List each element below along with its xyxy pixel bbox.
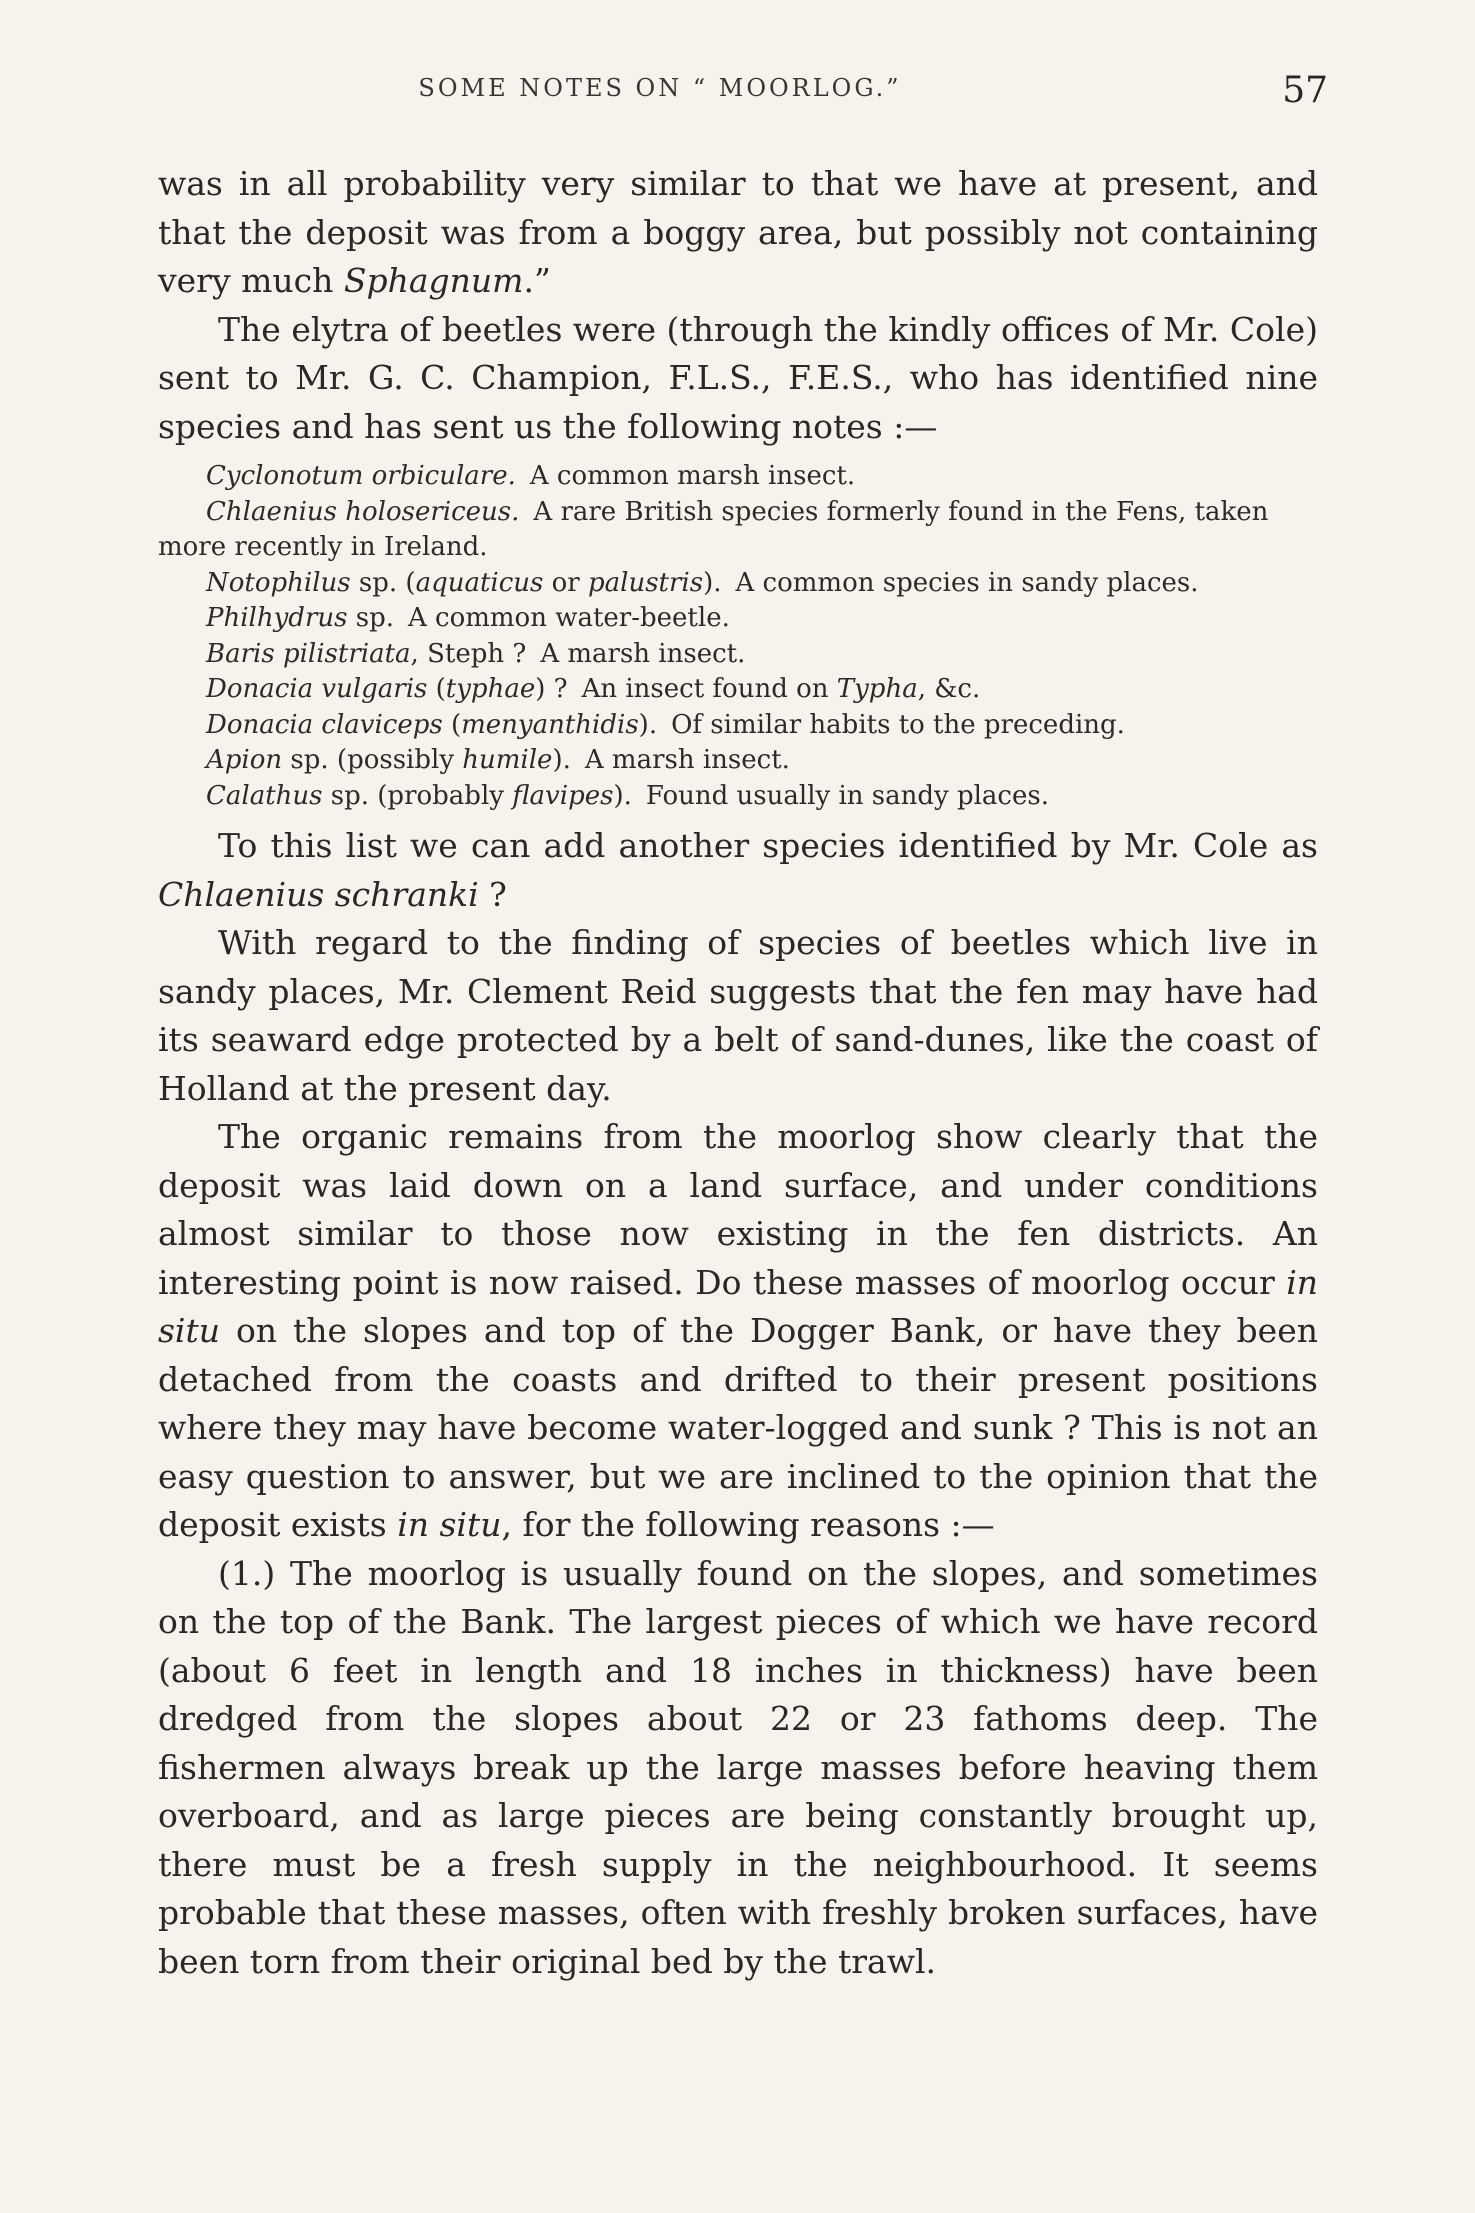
species-note-part: sp. ( (350, 567, 416, 598)
paragraph-6: (1.) The moorlog is usually found on the slopes, and sometimes on the top of the Bank. The largest pieces of which we have record (about 6 feet in length and 18 inches in thickness) have been dredged from the slopes about 22 or 23 fathoms deep. The fishermen always break up the large masses before heaving them overboard, and as large pieces are being constantly brought up, there must be a fresh supply in the neighbourhood. It seems probable that these masses, often with freshly broken surfaces, have been torn from their original bed by the trawl. (158, 1553, 1318, 1981)
paragraph-3-italic: Chlaenius schranki (158, 874, 479, 914)
species-note-text: , &c. (917, 674, 981, 704)
species-note-1 (158, 459, 1318, 495)
species-name-alt: palustris (588, 567, 704, 598)
species-note-part: ). (703, 567, 722, 598)
running-title: SOME NOTES ON “ MOORLOG.” (418, 74, 902, 102)
species-note-text: A common species in sandy places. (735, 567, 1199, 598)
species-note-part: ) ? (535, 674, 568, 704)
species-name-alt: humile (462, 745, 553, 775)
paragraph-1-text: was in all probability very similar to that we have at present, and that the deposit was from a boggy area, but possibly not containing very much (158, 164, 1318, 300)
species-note-part: ( (442, 709, 462, 740)
species-note-6 (158, 672, 1318, 708)
species-note-part: ). (638, 709, 658, 740)
species-name: Notophilus (206, 567, 351, 598)
paragraph-5-text: , for the following reasons :— (501, 1505, 995, 1544)
species-name: Donacia vulgaris (206, 674, 428, 704)
species-note-text: A marsh insect. (540, 638, 746, 669)
species-note-4 (158, 601, 1318, 637)
species-note-8 (158, 743, 1318, 779)
species-note-part: ( (427, 674, 446, 704)
species-note-text: Of similar habits to the preceding. (671, 709, 1125, 740)
species-note-part: sp. (possibly (282, 745, 463, 775)
species-name: Apion (206, 745, 283, 775)
paragraph-5-italic: in situ (397, 1505, 502, 1544)
species-notes (158, 459, 1318, 814)
species-note-7 (158, 708, 1318, 744)
species-name-alt: typhae (445, 674, 536, 704)
species-name: Chlaenius holosericeus. (206, 496, 520, 527)
species-note-text: Found usually in sandy places. (645, 780, 1049, 811)
species-note-italic: Typha (836, 674, 918, 704)
species-note-text: A marsh insect. (584, 745, 790, 775)
species-note-text: An insect found on (581, 674, 837, 704)
paragraph-3 (158, 822, 1318, 919)
species-note-5 (158, 637, 1318, 673)
paragraph-5-text: on the slopes and top of the Dogger Bank, or have they been detached from the coasts and drifted to their present positions where they may have become water-logged and sunk ? This is not an easy question to answer, but we are inclined to the opinion that the deposit exists (158, 1311, 1318, 1544)
paragraph-1 (158, 160, 1318, 306)
species-name: Donacia claviceps (206, 709, 443, 740)
paragraph-5-italic: in situ (158, 1262, 1318, 1350)
paragraph-1-tail: .” (523, 261, 551, 300)
paragraph-2: The elytra of beetles were (through the kindly offices of Mr. Cole) sent to Mr. G. C. Champion, F.L.S., F.E.S., who has identified nine species and has sent us the following notes :— (158, 309, 1318, 446)
species-note-part: ). (613, 780, 632, 811)
species-note-text: A common marsh insect. (529, 461, 856, 491)
species-name: Cyclonotum orbiculare. (206, 461, 516, 491)
species-note-part: sp. (probably (322, 780, 513, 811)
species-note-text: A rare British species formerly found in the Fens, taken more recently in Ireland. (158, 496, 1269, 562)
species-note-2 (158, 495, 1318, 566)
species-note-3 (158, 566, 1318, 602)
paragraph-4: With regard to the finding of species of beetles which live in sandy places, Mr. Clement Reid suggests that the fen may have had its seaward edge protected by a belt of sand-dunes, like the coast of Holland at the present day. (158, 923, 1318, 1108)
species-name-alt: aquaticus (415, 567, 544, 598)
paragraph-5 (158, 1113, 1318, 1550)
species-name: Calathus (206, 780, 323, 811)
species-name-alt: flavipes (512, 780, 614, 811)
species-name: Philhydrus (206, 603, 348, 633)
running-head (160, 70, 1328, 120)
page-number: 57 (1282, 70, 1328, 111)
species-note-part: , Steph ? (410, 638, 527, 669)
species-note-9 (158, 779, 1318, 815)
species-name-alt: menyanthidis (461, 709, 639, 740)
species-note-part: sp. (347, 603, 394, 633)
paragraph-3-tail: ? (478, 874, 507, 914)
paragraph-5-text: The organic remains from the moorlog show clearly that the deposit was laid down on a land surface, and under conditions almost similar to those now existing in the fen districts. An interesting point is now raised. Do these masses of moorlog occur (158, 1117, 1318, 1302)
species-note-part: or (543, 567, 588, 598)
species-note-part: ). (552, 745, 571, 775)
paragraph-1-italic: Sphagnum (343, 261, 524, 300)
species-note-text: A common water-beetle. (407, 603, 730, 633)
paragraph-3-text: To this list we can add another species identified by Mr. Cole as (218, 826, 1318, 865)
species-name: Baris pilistriata (206, 638, 411, 669)
body-text (158, 160, 1318, 1986)
